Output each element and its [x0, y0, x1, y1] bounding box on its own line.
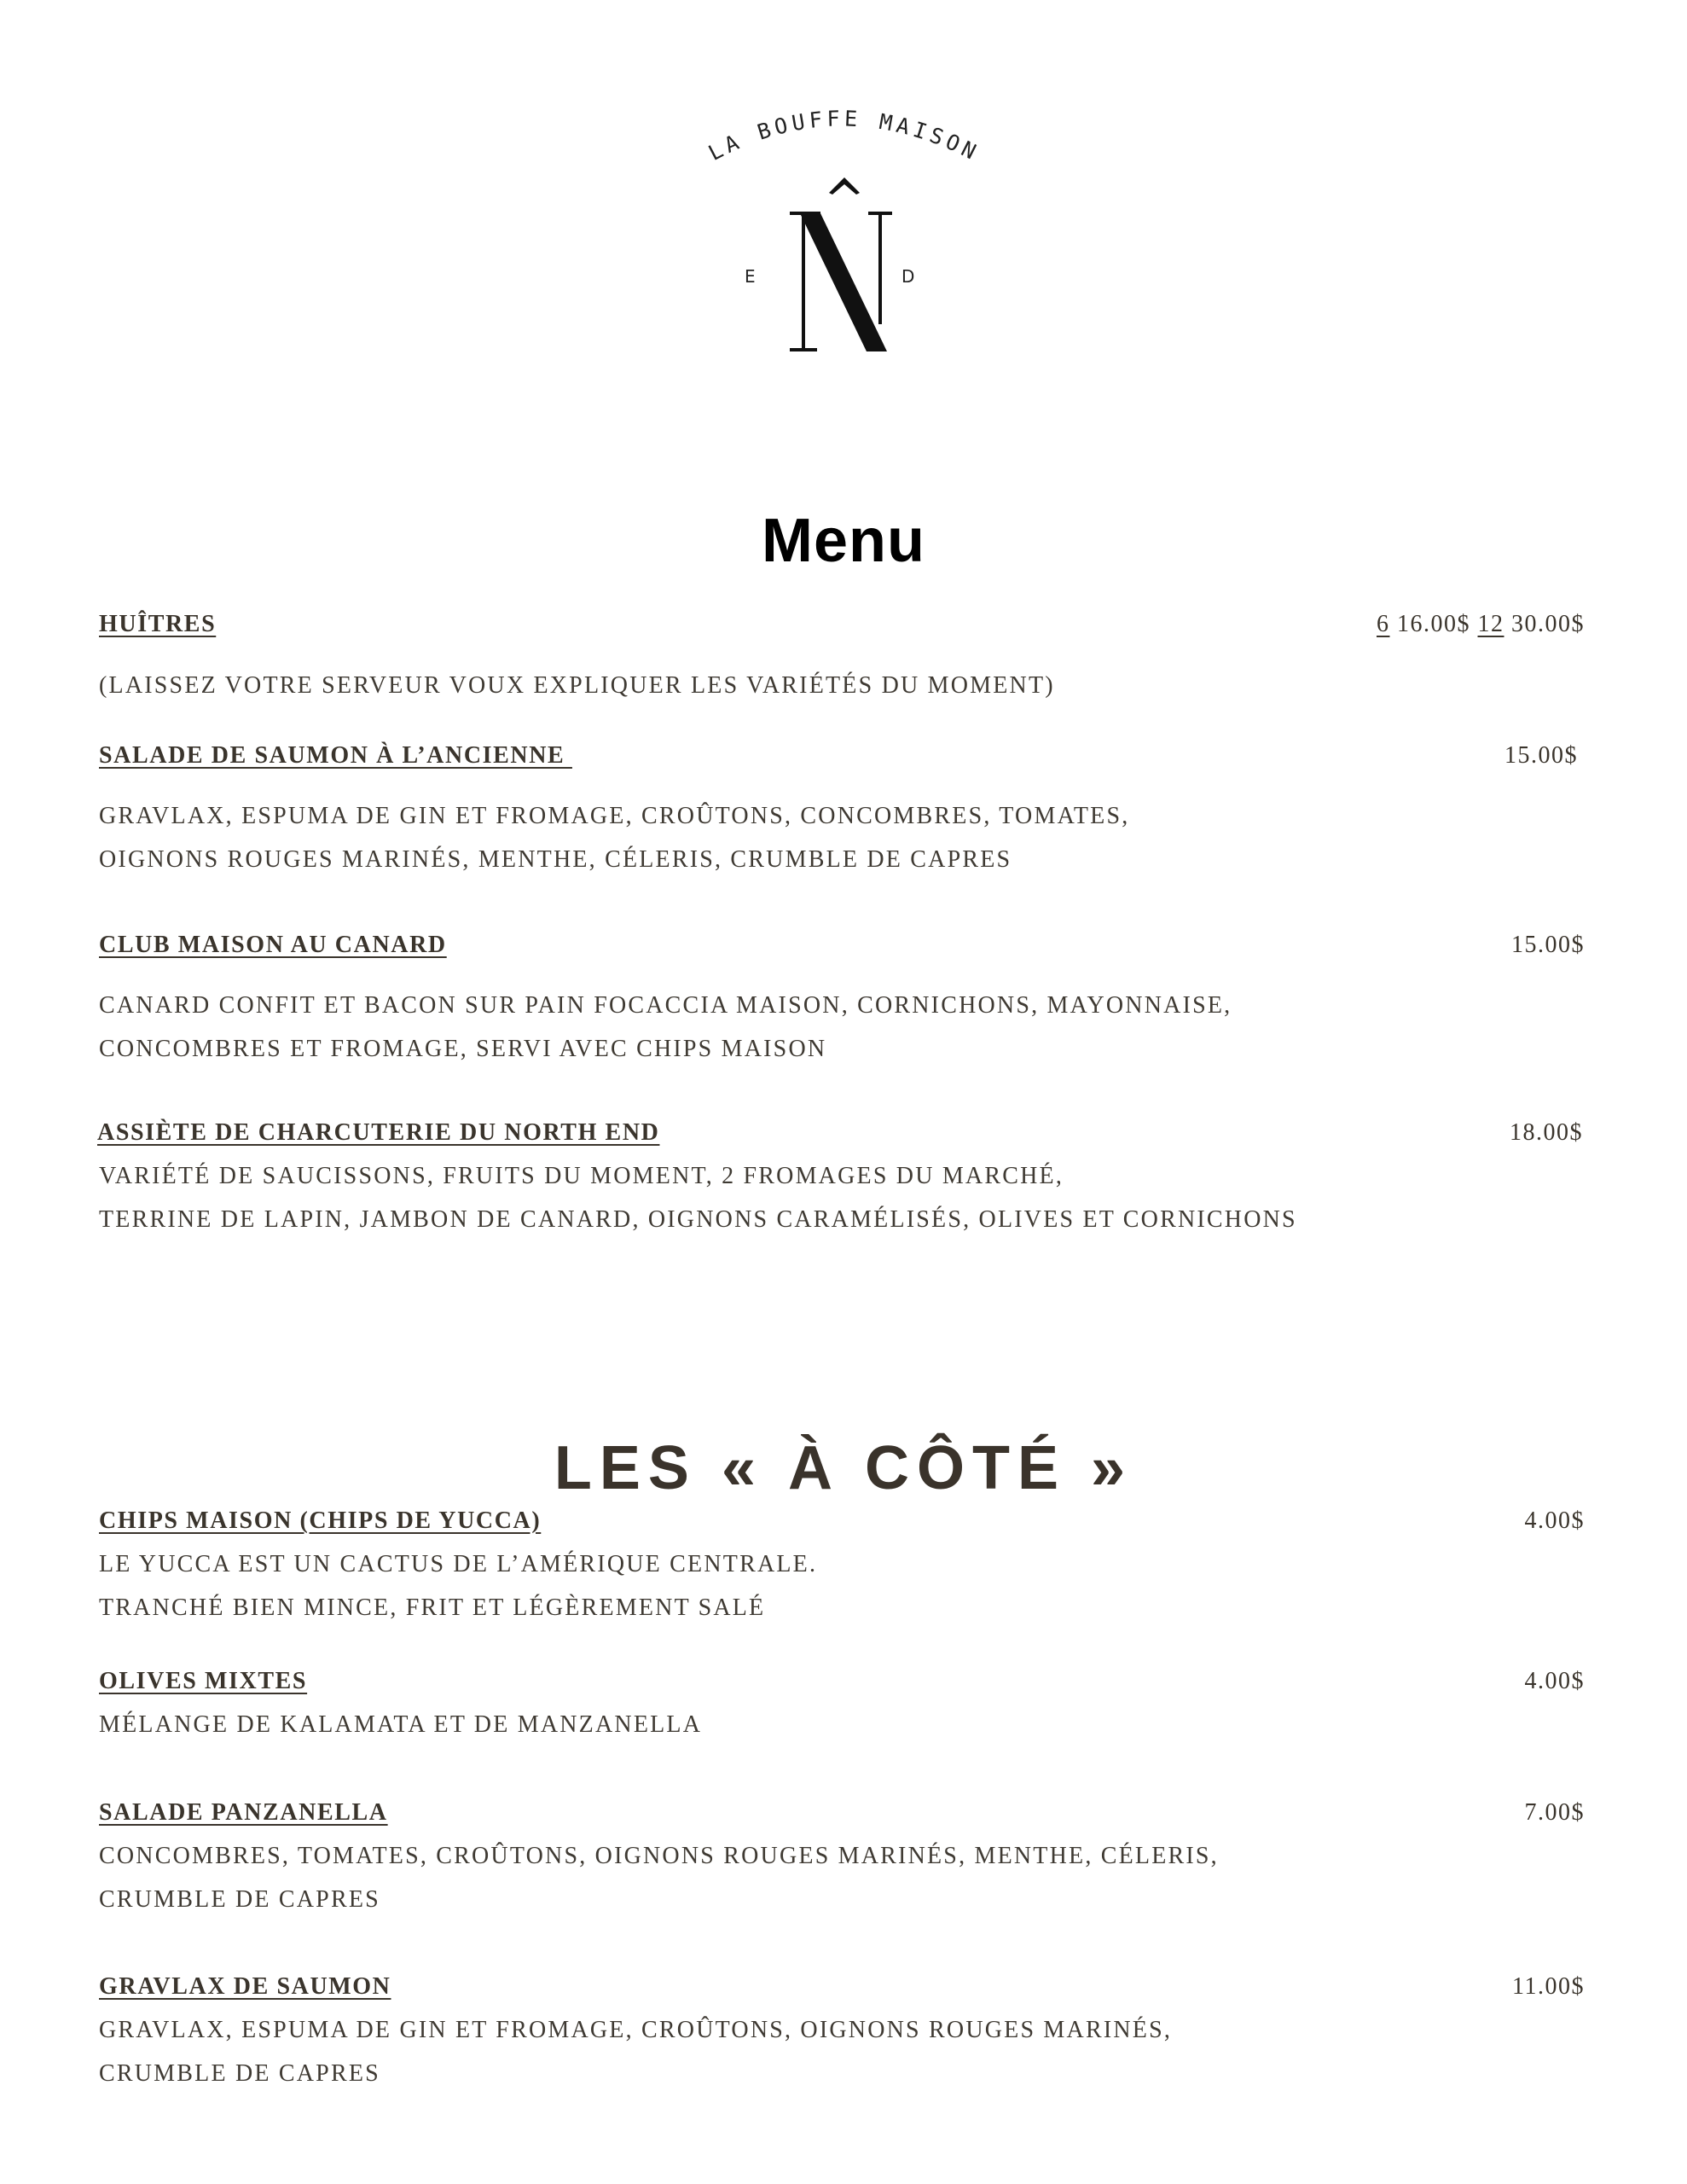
item-description: CANARD CONFIT ET BACON SUR PAIN FOCACCIA MAISON, CORNICHONS, MAYONNAISE, CONCOMBRES ET FROMAGE, SERVI AVEC CHIPS MAISON: [99, 992, 1232, 1062]
logo-right-letter: D: [901, 266, 915, 287]
item-price: 7.00$: [1524, 1799, 1585, 1826]
item-price: 18.00$: [1510, 1119, 1583, 1146]
svg-text:LA BOUFFE MAISON: [704, 106, 983, 166]
item-price: 4.00$: [1524, 1507, 1585, 1534]
price-qty: 6: [1377, 611, 1390, 637]
item-name: ASSIÈTE DE CHARCUTERIE DU NORTH END: [97, 1119, 660, 1146]
item-description: LE YUCCA EST UN CACTUS DE L’AMÉRIQUE CENTRALE. TRANCHÉ BIEN MINCE, FRIT ET LÉGÈREMENT SALÉ: [99, 1551, 818, 1621]
item-description: (LAISSEZ VOTRE SERVEUR VOUX EXPLIQUER LES VARIÉTÉS DU MOMENT): [99, 672, 1055, 699]
item-description: GRAVLAX, ESPUMA DE GIN ET FROMAGE, CROÛTONS, OIGNONS ROUGES MARINÉS, CRUMBLE DE CAPRES: [99, 2017, 1173, 2087]
item-name: GRAVLAX DE SAUMON: [99, 1973, 391, 2000]
item-name: HUÎTRES: [99, 611, 217, 637]
logo-monogram: [768, 171, 921, 367]
item-price: 15.00$: [1504, 742, 1578, 769]
item-description: GRAVLAX, ESPUMA DE GIN ET FROMAGE, CROÛTONS, CONCOMBRES, TOMATES, OIGNONS ROUGES MARINÉS, MENTHE, CÉLERIS, CRUMBLE DE CAPRES: [99, 803, 1130, 873]
section-title-sides: LES « À CÔTÉ »: [554, 1433, 1133, 1502]
price-qty: 12: [1477, 611, 1504, 637]
item-price: [1377, 611, 1585, 638]
price-value: 30.00$: [1511, 611, 1585, 637]
item-price: 15.00$: [1511, 932, 1585, 958]
item-price: 4.00$: [1524, 1668, 1585, 1694]
price-value: 16.00$: [1397, 611, 1470, 637]
item-name: OLIVES MIXTES: [99, 1668, 308, 1694]
item-description: CONCOMBRES, TOMATES, CROÛTONS, OIGNONS ROUGES MARINÉS, MENTHE, CÉLERIS, CRUMBLE DE CAPRES: [99, 1843, 1219, 1913]
item-name: SALADE DE SAUMON À L’ANCIENNE: [99, 742, 572, 769]
item-name: CHIPS MAISON (CHIPS DE YUCCA): [99, 1507, 542, 1534]
logo-left-letter: E: [745, 266, 756, 287]
page-title: Menu: [762, 507, 925, 576]
item-price: 11.00$: [1512, 1973, 1585, 2000]
logo-name-text: LA BOUFFE MAISON: [704, 106, 984, 166]
item-description: MÉLANGE DE KALAMATA ET DE MANZANELLA: [99, 1711, 703, 1738]
item-description: VARIÉTÉ DE SAUCISSONS, FRUITS DU MOMENT, 2 FROMAGES DU MARCHÉ, TERRINE DE LAPIN, JAMBON DE CANARD, OIGNONS CARAMÉLISÉS, OLIVES ET CORNICHONS: [99, 1163, 1297, 1233]
item-name: CLUB MAISON AU CANARD: [99, 932, 447, 958]
item-name: SALADE PANZANELLA: [99, 1799, 388, 1826]
